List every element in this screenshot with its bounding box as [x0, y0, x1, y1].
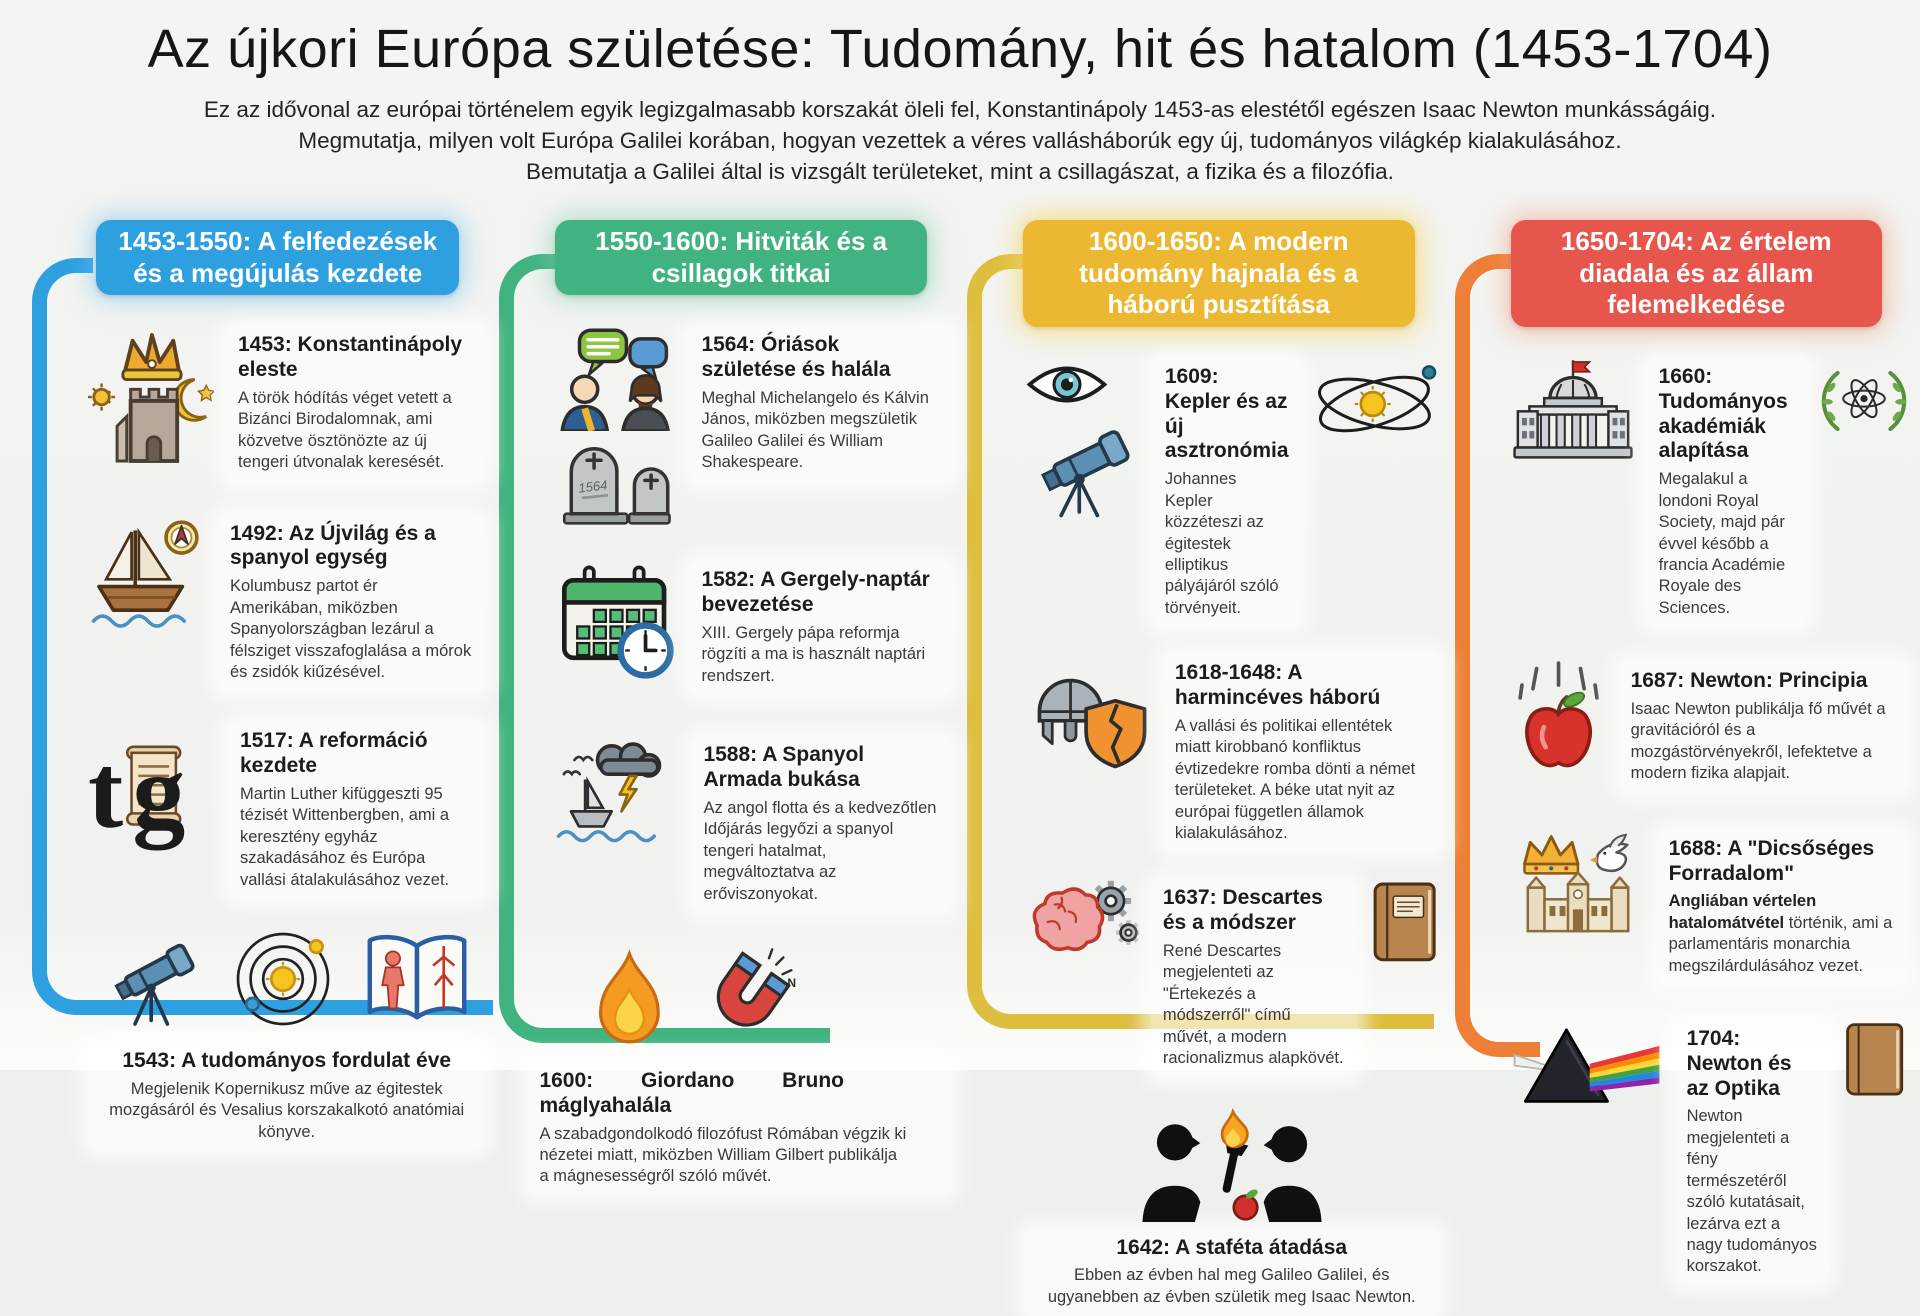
telescope-icon — [1023, 412, 1141, 521]
event-1609-text — [1153, 357, 1301, 627]
event-1492-text — [218, 514, 485, 692]
event-body: Meghal Michelangelo és Kálvin János, miközben megszületik Galileo Galilei és William Shakespeare. — [701, 388, 929, 472]
svg-text:N: N — [787, 976, 797, 990]
event-1637 — [1023, 878, 1441, 1077]
page-subtitle — [0, 94, 1920, 187]
event-title: 1688: A "Dicsőséges Forradalom" — [1668, 836, 1875, 885]
event-1704-text — [1675, 1019, 1830, 1286]
svg-text:g: g — [132, 733, 186, 851]
event-body: Ebben az évben hal meg Galileo Galilei, és ugyanebben az évben születik meg Isaac Newton. — [1047, 1266, 1416, 1306]
era-column-1550-1600 — [497, 220, 958, 1186]
eye-telescope-icons — [1023, 357, 1141, 521]
book-icon — [1842, 1019, 1908, 1099]
event-1687 — [1511, 661, 1908, 793]
event-1600 — [539, 947, 952, 1196]
event-title: 1492: Az Újvilág és a spanyol egység — [230, 521, 436, 570]
event-1618-text — [1163, 653, 1441, 852]
subtitle-line-2: Megmutatja, milyen volt Európa Galilei korában, hogyan vezettek a véres vallásháborúk egy új, tudományos világkép kialakulásához. — [298, 128, 1622, 154]
crown-dove-parliament-icon — [1511, 829, 1645, 942]
event-title: 1543: A tudományos fordulat éve — [122, 1049, 452, 1073]
event-1609 — [1023, 357, 1441, 627]
event-1517-text — [228, 721, 485, 899]
falling-apple-icon — [1511, 661, 1607, 785]
event-1618 — [1023, 653, 1441, 852]
brain-gears-icon — [1023, 878, 1139, 982]
event-1660-text — [1647, 357, 1808, 627]
event-title: 1642: A staféta átadása — [1116, 1235, 1348, 1259]
event-title: 1637: Descartes és a módszer — [1162, 886, 1323, 935]
event-1588-text — [691, 735, 952, 913]
flame-icon — [591, 949, 667, 1049]
event-title: 1618-1648: A harmincéves háború — [1174, 661, 1381, 710]
event-title: 1687: Newton: Principia — [1630, 669, 1868, 693]
event-title: 1704: Newton és az Optika — [1686, 1027, 1792, 1100]
event-1453 — [88, 325, 485, 481]
event-body: Martin Luther kifüggeszti 95 tézisét Wittenbergben, ami a keresztény egyház szakadásához és Európa vallási átalakulásához vezet. — [240, 784, 450, 889]
event-title: 1564: Óriások születése és halála — [701, 333, 891, 382]
event-1564 — [555, 325, 952, 526]
laurel-atom-icon — [1820, 357, 1908, 445]
anatomy-book-icon — [359, 930, 475, 1028]
event-1642-text — [1023, 1228, 1441, 1316]
storm-ship-icon — [555, 735, 679, 847]
science-icons-row — [88, 925, 485, 1033]
discussion-gravestones-icons — [555, 325, 677, 526]
gravestones-icon — [559, 433, 673, 526]
page-header — [0, 18, 1920, 187]
calendar-clock-icon — [555, 560, 677, 680]
castle-crown-icon — [88, 325, 214, 471]
event-body: Johannes Kepler közzéteszi az égitestek elliptikus pályájáról szóló törvényeit. — [1164, 470, 1279, 617]
era-4-header: 1650-1704: Az értelem diadala és az állam felemelkedése — [1511, 220, 1882, 327]
era-column-1650-1704 — [1453, 220, 1914, 1276]
timeline — [30, 220, 1914, 1306]
subtitle-line-1: Ez az idővonal az európai történelem egyik legizgalmasabb korszakát öleli fel, Konstantinápoly 1453-as elestétől egészen Isaac Newton munkásságáig. — [203, 97, 1717, 122]
event-1688 — [1511, 829, 1908, 985]
solar-system-icon — [229, 925, 337, 1033]
event-1564-text — [689, 325, 952, 481]
era-column-1600-1650 — [965, 220, 1447, 1306]
subtitle-line-3: Bemutatja a Galilei által is vizsgált területeket, mint a csillagászat, a fizika és a filozófia. — [526, 159, 1394, 185]
event-1687-text — [1619, 661, 1908, 793]
event-1492 — [88, 514, 485, 692]
event-body-rest: történik, ami a parlamentáris monarchia megszilárdulásához vezet. — [1668, 913, 1893, 975]
event-1543 — [88, 925, 485, 1151]
flame-magnet-icons — [591, 947, 952, 1051]
discussion-people-icon — [555, 325, 677, 431]
event-1688-text — [1657, 829, 1908, 985]
event-1588 — [555, 735, 952, 913]
telescope-icon — [99, 925, 207, 1033]
era-1-header: 1453-1550: A felfedezések és a megújulás kezdete — [96, 220, 459, 295]
event-title: 1582: A Gergely-naptár bevezetése — [701, 568, 930, 617]
event-1453-text — [226, 325, 485, 481]
event-body: XIII. Gergely pápa reformja rögzíti a ma is használt naptári rendszert. — [701, 623, 926, 685]
event-1660 — [1511, 357, 1908, 627]
event-title: 1609: Kepler és az új asztronómia — [1164, 365, 1289, 463]
event-body: A szabadgondolkodó filozófust Rómában végzik ki nézetei miatt, miközben William Gilbert publikálja a mágnesességről szóló művét. — [539, 1124, 907, 1186]
event-body: A vallási és politikai ellentétek miatt kirobbanó konfliktus évtizedekre romba dönti a német területeket. A béke utat nyit az európai független államok kialakulásához. — [1174, 716, 1416, 842]
eye-icon — [1025, 357, 1109, 412]
era-2-header: 1550-1600: Hitviták és a csillagok titkai — [555, 220, 926, 295]
event-1582 — [555, 560, 952, 695]
event-body: Az angol flotta és a kedvezőtlen Időjárás legyőzi a spanyol tengeri hatalmat, megváltoztatva az erőviszonyokat. — [703, 798, 937, 903]
academy-building-icon — [1511, 357, 1635, 464]
event-body: Newton megjelenteti a fény természetéről szóló kutatásait, lezárva ezt a nagy tudományos korszakot. — [1686, 1107, 1817, 1276]
event-1704 — [1511, 1019, 1908, 1286]
era-column-1453-1550 — [30, 220, 491, 1141]
event-body: Megalakul a londoni Royal Society, majd pár évvel később a francia Académie Royale des Sciences. — [1658, 470, 1786, 617]
page-title: Az újkori Európa születése: Tudomány, hit és hatalom (1453-1704) — [147, 19, 1773, 79]
event-body: René Descartes megjelenteti az "Értekezés a módszerről" című művét, a modern racionalizmus alapkövét. — [1162, 941, 1344, 1068]
event-body: Megjelenik Kopernikusz műve az égitestek mozgásáról és Vesalius korszakalkotó anatómiai könyve. — [109, 1079, 465, 1141]
relay-scene-icon — [1023, 1108, 1441, 1222]
event-body: Isaac Newton publikálja fő művét a gravitációról és a mozgástörvényekről, lefektetve a modern fizika alapjait. — [1630, 700, 1886, 783]
magnet-icon — [693, 947, 801, 1051]
ship-compass-icon — [88, 514, 206, 641]
tg-scroll-icon — [88, 721, 216, 858]
event-body: A török hódítás véget vetett a Bizánci Birodalomnak, ami közvetve ösztönözte az új tengeri útvonalak keresését. — [238, 388, 452, 472]
svg-text:1564: 1564 — [577, 477, 609, 497]
event-body: Kolumbusz partot ér Amerikában, miközben Spanyolországban lezárul a félsziget visszafoglalása a mórok és zsidók kiűzésével. — [230, 577, 472, 681]
event-title: 1517: A reformáció kezdete — [240, 729, 428, 778]
event-body-bold: Angliában vértelen hatalomátvétel — [1668, 892, 1817, 932]
event-title: 1588: A Spanyol Armada bukása — [703, 743, 865, 792]
event-1637-text — [1151, 878, 1357, 1077]
event-title: 1453: Konstantinápoly eleste — [238, 333, 463, 382]
svg-text:t: t — [88, 733, 124, 851]
helmet-shield-icon — [1023, 653, 1151, 774]
event-1600-text — [527, 1061, 952, 1196]
event-1543-text — [88, 1041, 485, 1151]
era-3-header: 1600-1650: A modern tudomány hajnala és a háború pusztítása — [1023, 220, 1415, 327]
event-body — [1669, 891, 1896, 977]
event-1517 — [88, 721, 485, 899]
event-1582-text — [689, 560, 952, 695]
event-title: 1600: Giordano Bruno máglyahalála — [539, 1069, 844, 1117]
event-title: 1660: Tudományos akadémiák alapítása — [1658, 365, 1788, 463]
prism-rainbow-icon — [1511, 1019, 1663, 1122]
event-1642 — [1023, 1108, 1441, 1316]
orbits-icon — [1313, 357, 1441, 451]
book-icon — [1369, 878, 1441, 965]
